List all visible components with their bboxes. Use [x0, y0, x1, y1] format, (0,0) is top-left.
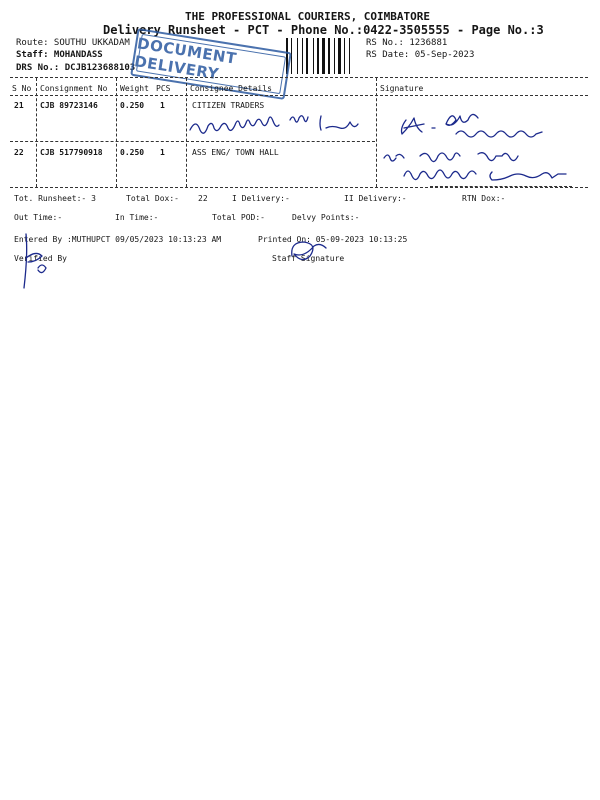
table-row-weight: 0.250	[120, 148, 145, 157]
company-name: THE PROFESSIONAL COURIERS, COIMBATORE	[185, 10, 431, 23]
staff-signature: Staff Signature	[272, 254, 345, 263]
delvy-points: Delvy Points:-	[292, 213, 360, 222]
rs-number: RS No.: 1236881	[366, 38, 448, 48]
column-header-pcs: PCS	[156, 84, 171, 93]
table-row-consignment: CJB 89723146	[40, 101, 98, 110]
barcode-bar	[297, 38, 298, 74]
barcode-bar	[338, 38, 341, 74]
column-header-consignee: Consignee Details	[190, 84, 272, 93]
barcode-bar	[302, 38, 303, 74]
column-divider	[116, 78, 117, 187]
verifier-signature	[8, 228, 68, 292]
barcode-bar	[322, 38, 325, 74]
column-divider	[376, 78, 377, 187]
rs-date: RS Date: 05-Sep-2023	[366, 50, 475, 60]
barcode-bar	[313, 38, 314, 74]
table-row-consignee: CITIZEN TRADERS	[192, 101, 265, 110]
handwritten-receiver-name	[186, 110, 376, 142]
total-pod: Total POD:-	[212, 213, 265, 222]
runsheet-title: Delivery Runsheet - PCT - Phone No.:0422-3505555 - Page No.:3	[103, 23, 544, 37]
barcode-bar	[317, 38, 319, 74]
barcode-bar	[306, 38, 308, 74]
column-divider	[36, 78, 37, 187]
table-row-sno: 21	[14, 101, 24, 110]
column-header-signature: Signature	[380, 84, 424, 93]
column-header-weight: Weight	[120, 84, 149, 93]
rtn-dox: RTN Dox:-	[462, 194, 506, 203]
i-delivery: I Delivery:-	[232, 194, 290, 203]
table-row-weight: 0.250	[120, 101, 145, 110]
staff-signature-mark	[282, 236, 342, 266]
ii-delivery: II Delivery:-	[344, 194, 407, 203]
verified-by: Verified By	[14, 254, 67, 263]
table-row-consignee: ASS ENG/ TOWN HALL	[192, 148, 279, 157]
divider	[10, 77, 588, 78]
total-dox-label: Total Dox:-	[126, 194, 179, 203]
table-row-pcs: 1	[160, 148, 165, 157]
entered-by: Entered By :MUTHUPCT 09/05/2023 10:13:23 AM	[14, 235, 222, 244]
barcode-bar	[344, 38, 345, 74]
out-time: Out Time:-	[14, 213, 63, 222]
printed-on: Printed On: 05-09-2023 10:13:25	[258, 235, 408, 244]
barcode-bar	[349, 38, 350, 74]
drs-number: DRS No.: DCJB123688103	[16, 63, 136, 73]
staff-label: Staff: MOHANDASS	[16, 50, 103, 60]
route-label: Route: SOUTHU UKKADAM	[16, 38, 130, 48]
barcode-bar	[334, 38, 335, 74]
total-runsheet: Tot. Runsheet:- 3	[14, 194, 96, 203]
divider	[430, 186, 572, 187]
column-header-sno: S No	[12, 84, 32, 93]
table-row-sno: 22	[14, 148, 24, 157]
table-row-consignment: CJB 517790918	[40, 148, 103, 157]
barcode-bar	[328, 38, 330, 74]
stamp-text: DOCUMENT DELIVERY	[133, 34, 238, 84]
divider	[10, 95, 588, 96]
barcode	[286, 38, 360, 74]
column-header-consignment: Consignment No	[40, 84, 108, 93]
handwritten-signature	[386, 104, 586, 144]
handwritten-note	[380, 148, 590, 188]
in-time: In Time:-	[115, 213, 159, 222]
table-row-pcs: 1	[160, 101, 165, 110]
total-dox-value: 22	[198, 194, 208, 203]
